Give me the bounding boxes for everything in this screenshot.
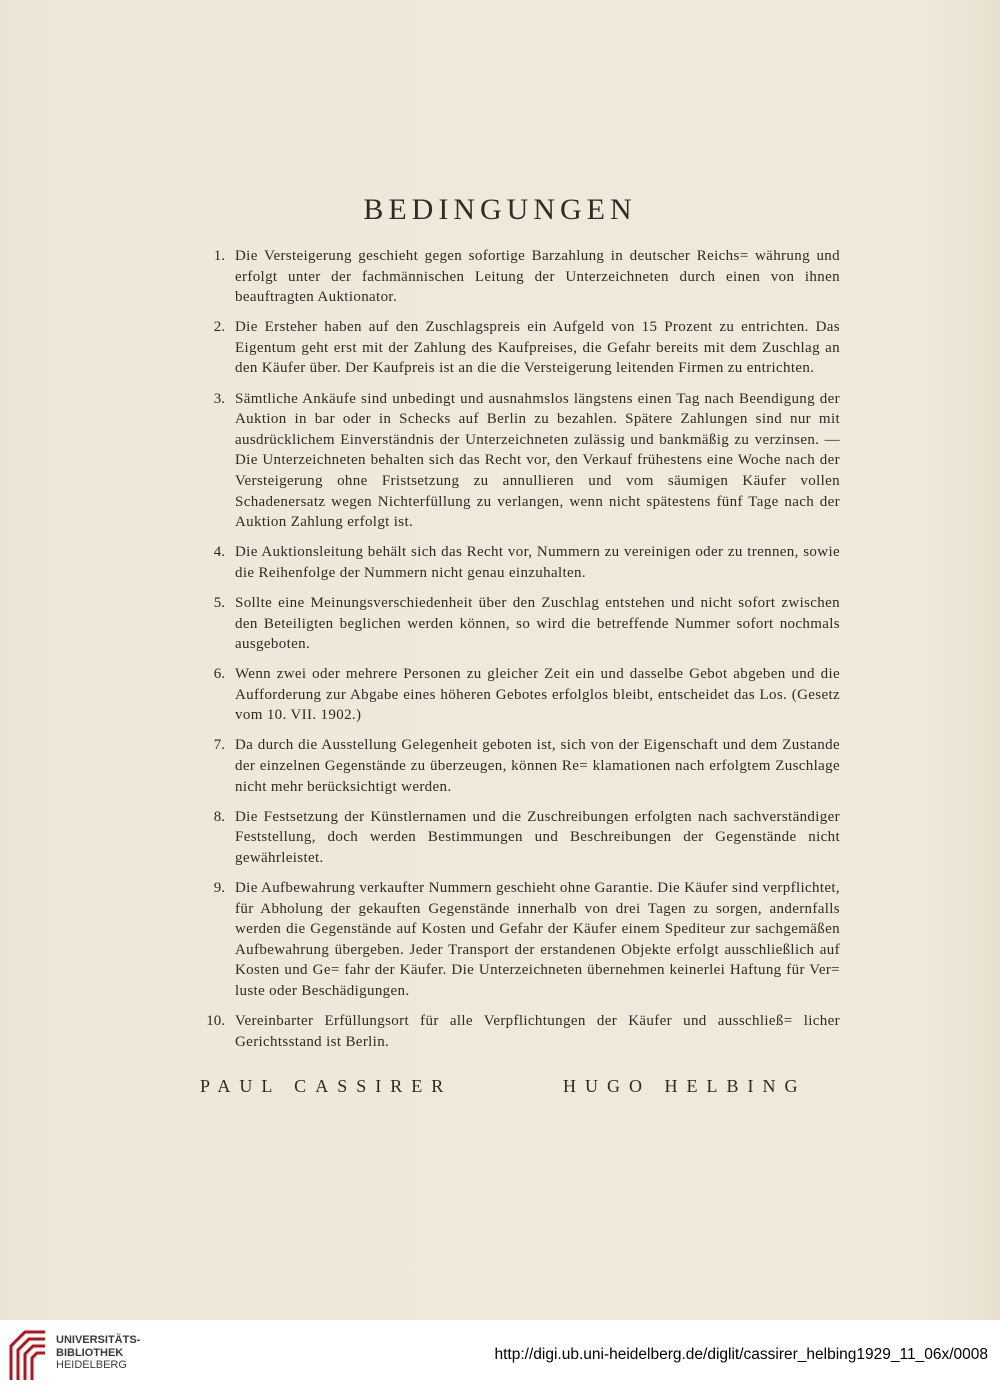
condition-number: 3. [213, 390, 225, 407]
condition-number: 4. [213, 544, 225, 561]
condition-text: Da durch die Ausstellung Gelegenheit geboten ist, sich von der Eigenschaft und dem Zustande der einzelnen Gegenstände zu überzeugen, können Re= klamationen nach erfolgtem Zuschlage nicht mehr berücksichtigt werden. [235, 737, 840, 795]
condition-text: Die Ersteher haben auf den Zuschlagspreis ein Aufgeld von 15 Prozent zu entrichten. Das Eigentum geht erst mit der Zahlung des Kaufpreises, die Gefahr bereits mit dem Zuschlag an den Käufer über. Der Kaufpreis ist an die die Versteigerung leitenden Firmen zu entrichten. [235, 319, 840, 377]
condition-number: 1. [213, 248, 225, 264]
signatures [200, 1076, 840, 1102]
library-name [56, 1334, 140, 1372]
condition-item [190, 317, 840, 379]
library-footer [0, 1320, 1000, 1391]
condition-number: 5. [213, 594, 225, 611]
condition-number: 9. [213, 880, 225, 897]
condition-item [190, 664, 840, 726]
condition-item [190, 593, 840, 655]
condition-text: Wenn zwei oder mehrere Personen zu gleicher Zeit ein und dasselbe Gebot abgeben und die Aufforderung zur Abgabe eines höheren Gebotes erfolglos bleibt, entscheidet das Los. (Gesetz vom 10. VII. 1902.) [235, 666, 840, 724]
condition-item [190, 807, 840, 869]
page-title: BEDINGUNGEN [363, 193, 637, 226]
library-name-line-2: BIBLIOTHEK [56, 1346, 124, 1359]
condition-item [190, 735, 840, 797]
condition-item [190, 389, 840, 533]
conditions-list [190, 246, 840, 1062]
signature-hugo-helbing: HUGO HELBING [563, 1076, 807, 1096]
condition-text: Die Festsetzung der Künstlernamen und die Zuschreibungen erfolgten nach sachverständiger Feststellung, doch werden Bestimmungen und Beschreibungen der Gegenstände nicht gewährleistet. [235, 808, 840, 866]
condition-number: 2. [213, 319, 225, 336]
library-name-line-1: UNIVERSITÄTS- [56, 1334, 141, 1346]
condition-number: 10. [206, 1013, 225, 1030]
condition-text: Sollte eine Meinungsverschiedenheit über den Zuschlag entstehen und nicht sofort zwischen den Beteiligten beglichen werden können, so wird die betreffende Nummer sofort nochmals ausgeboten. [235, 594, 840, 653]
condition-number: 7. [213, 737, 225, 754]
condition-text: Vereinbarter Erfüllungsort für alle Verpflichtungen der Käufer und ausschließ= licher Gerichtsstand ist Berlin. [235, 1013, 840, 1050]
condition-text: Die Auktionsleitung behält sich das Recht vor, Nummern zu vereinigen oder zu trennen, sowie die Reihenfolge der Nummern nicht genau einzuhalten. [235, 544, 840, 581]
condition-item [190, 878, 840, 1002]
condition-number: 6. [213, 666, 225, 683]
ub-heidelberg-logo-icon [8, 1328, 48, 1383]
condition-text: Die Versteigerung geschieht gegen sofortige Barzahlung in deutscher Reichs= währung und erfolgt unter der fachmännischen Leitung der Unterzeichneten durch einen von ihnen beauftragten Auktionator. [235, 248, 840, 306]
condition-item [190, 1011, 840, 1052]
condition-number: 8. [213, 808, 225, 825]
condition-text: Die Aufbewahrung verkaufter Nummern geschieht ohne Garantie. Die Käufer sind verpflichtet, für Abholung der gekauften Gegenstände innerhalb von drei Tagen zu sorgen, andernfalls werden die Gegenstände auf Kosten und Gefahr der Käufer einem Spediteur zur sachgemäßen Aufbewahrung übergeben. Jeder Transport der erstandenen Objekte erfolgt ausschließlich auf Kosten und Ge= fahr der Käufer. Die Unterzeichneten übernehmen keinerlei Haftung für Ver= luste oder Beschädigungen. [235, 880, 840, 999]
signature-paul-cassirer: PAUL CASSIRER [200, 1076, 453, 1096]
condition-item [190, 542, 840, 583]
condition-text: Sämtliche Ankäufe sind unbedingt und ausnahmslos längstens einen Tag nach Beendigung der Auktion in bar oder in Schecks auf Berlin zu bezahlen. Spätere Zahlungen sind nur mit ausdrücklichem Einverständnis der Unterzeichneten zulässig und bankmäßig zu verzinsen. — Die Unterzeichneten behalten sich das Recht vor, den Verkauf frühestens eine Woche nach der Versteigerung ohne Fristsetzung zu annullieren und vom säumigen Käufer vollen Schadenersatz wegen Nichterfüllung zu verlangen, wenn nicht spätestens fünf Tage nach der Auktion Zahlung erfolgt ist. [235, 390, 840, 531]
library-name-line-3: HEIDELBERG [56, 1359, 127, 1371]
permalink-url[interactable]: http://digi.ub.uni-heidelberg.de/diglit/cassirer_helbing1929_11_06x/0008 [494, 1346, 988, 1363]
condition-item [190, 246, 840, 308]
